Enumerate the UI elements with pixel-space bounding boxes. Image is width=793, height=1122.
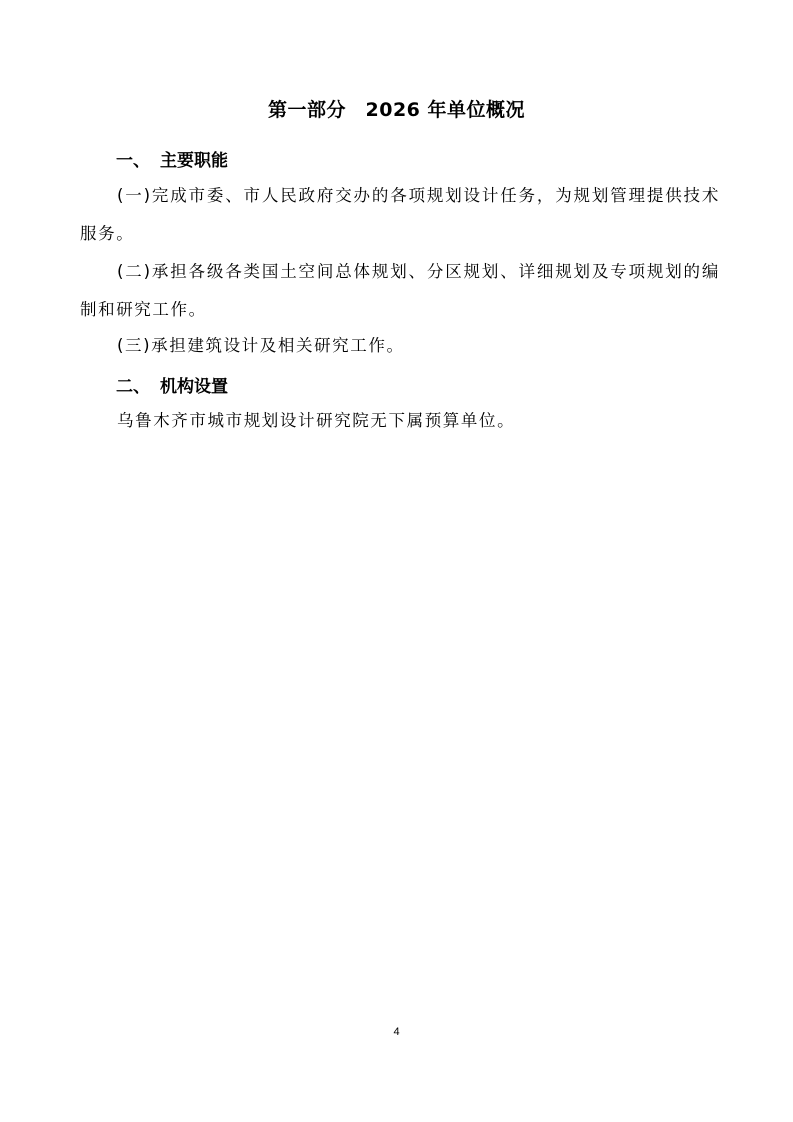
section-heading-organization xyxy=(116,372,228,397)
section-title: 机构设置 xyxy=(160,377,228,397)
paragraph-function-1: (一)完成市委、市人民政府交办的各项规划设计任务，为规划管理提供技术服务。 xyxy=(80,186,720,243)
section-title: 主要职能 xyxy=(160,151,228,171)
page-title: 第一部分 2026 年单位概况 xyxy=(268,99,525,121)
section-number: 一、 xyxy=(116,151,150,171)
section-number: 二、 xyxy=(116,377,150,397)
paragraph-organization: 乌鲁木齐市城市规划设计研究院无下属预算单位。 xyxy=(117,411,516,430)
paragraph-function-2: (二)承担各级各类国土空间总体规划、分区规划、详细规划及专项规划的编制和研究工作。 xyxy=(80,262,720,319)
paragraph-function-3: (三)承担建筑设计及相关研究工作。 xyxy=(117,336,405,355)
page-number: 4 xyxy=(393,1026,400,1038)
section-heading-functions xyxy=(116,146,228,171)
